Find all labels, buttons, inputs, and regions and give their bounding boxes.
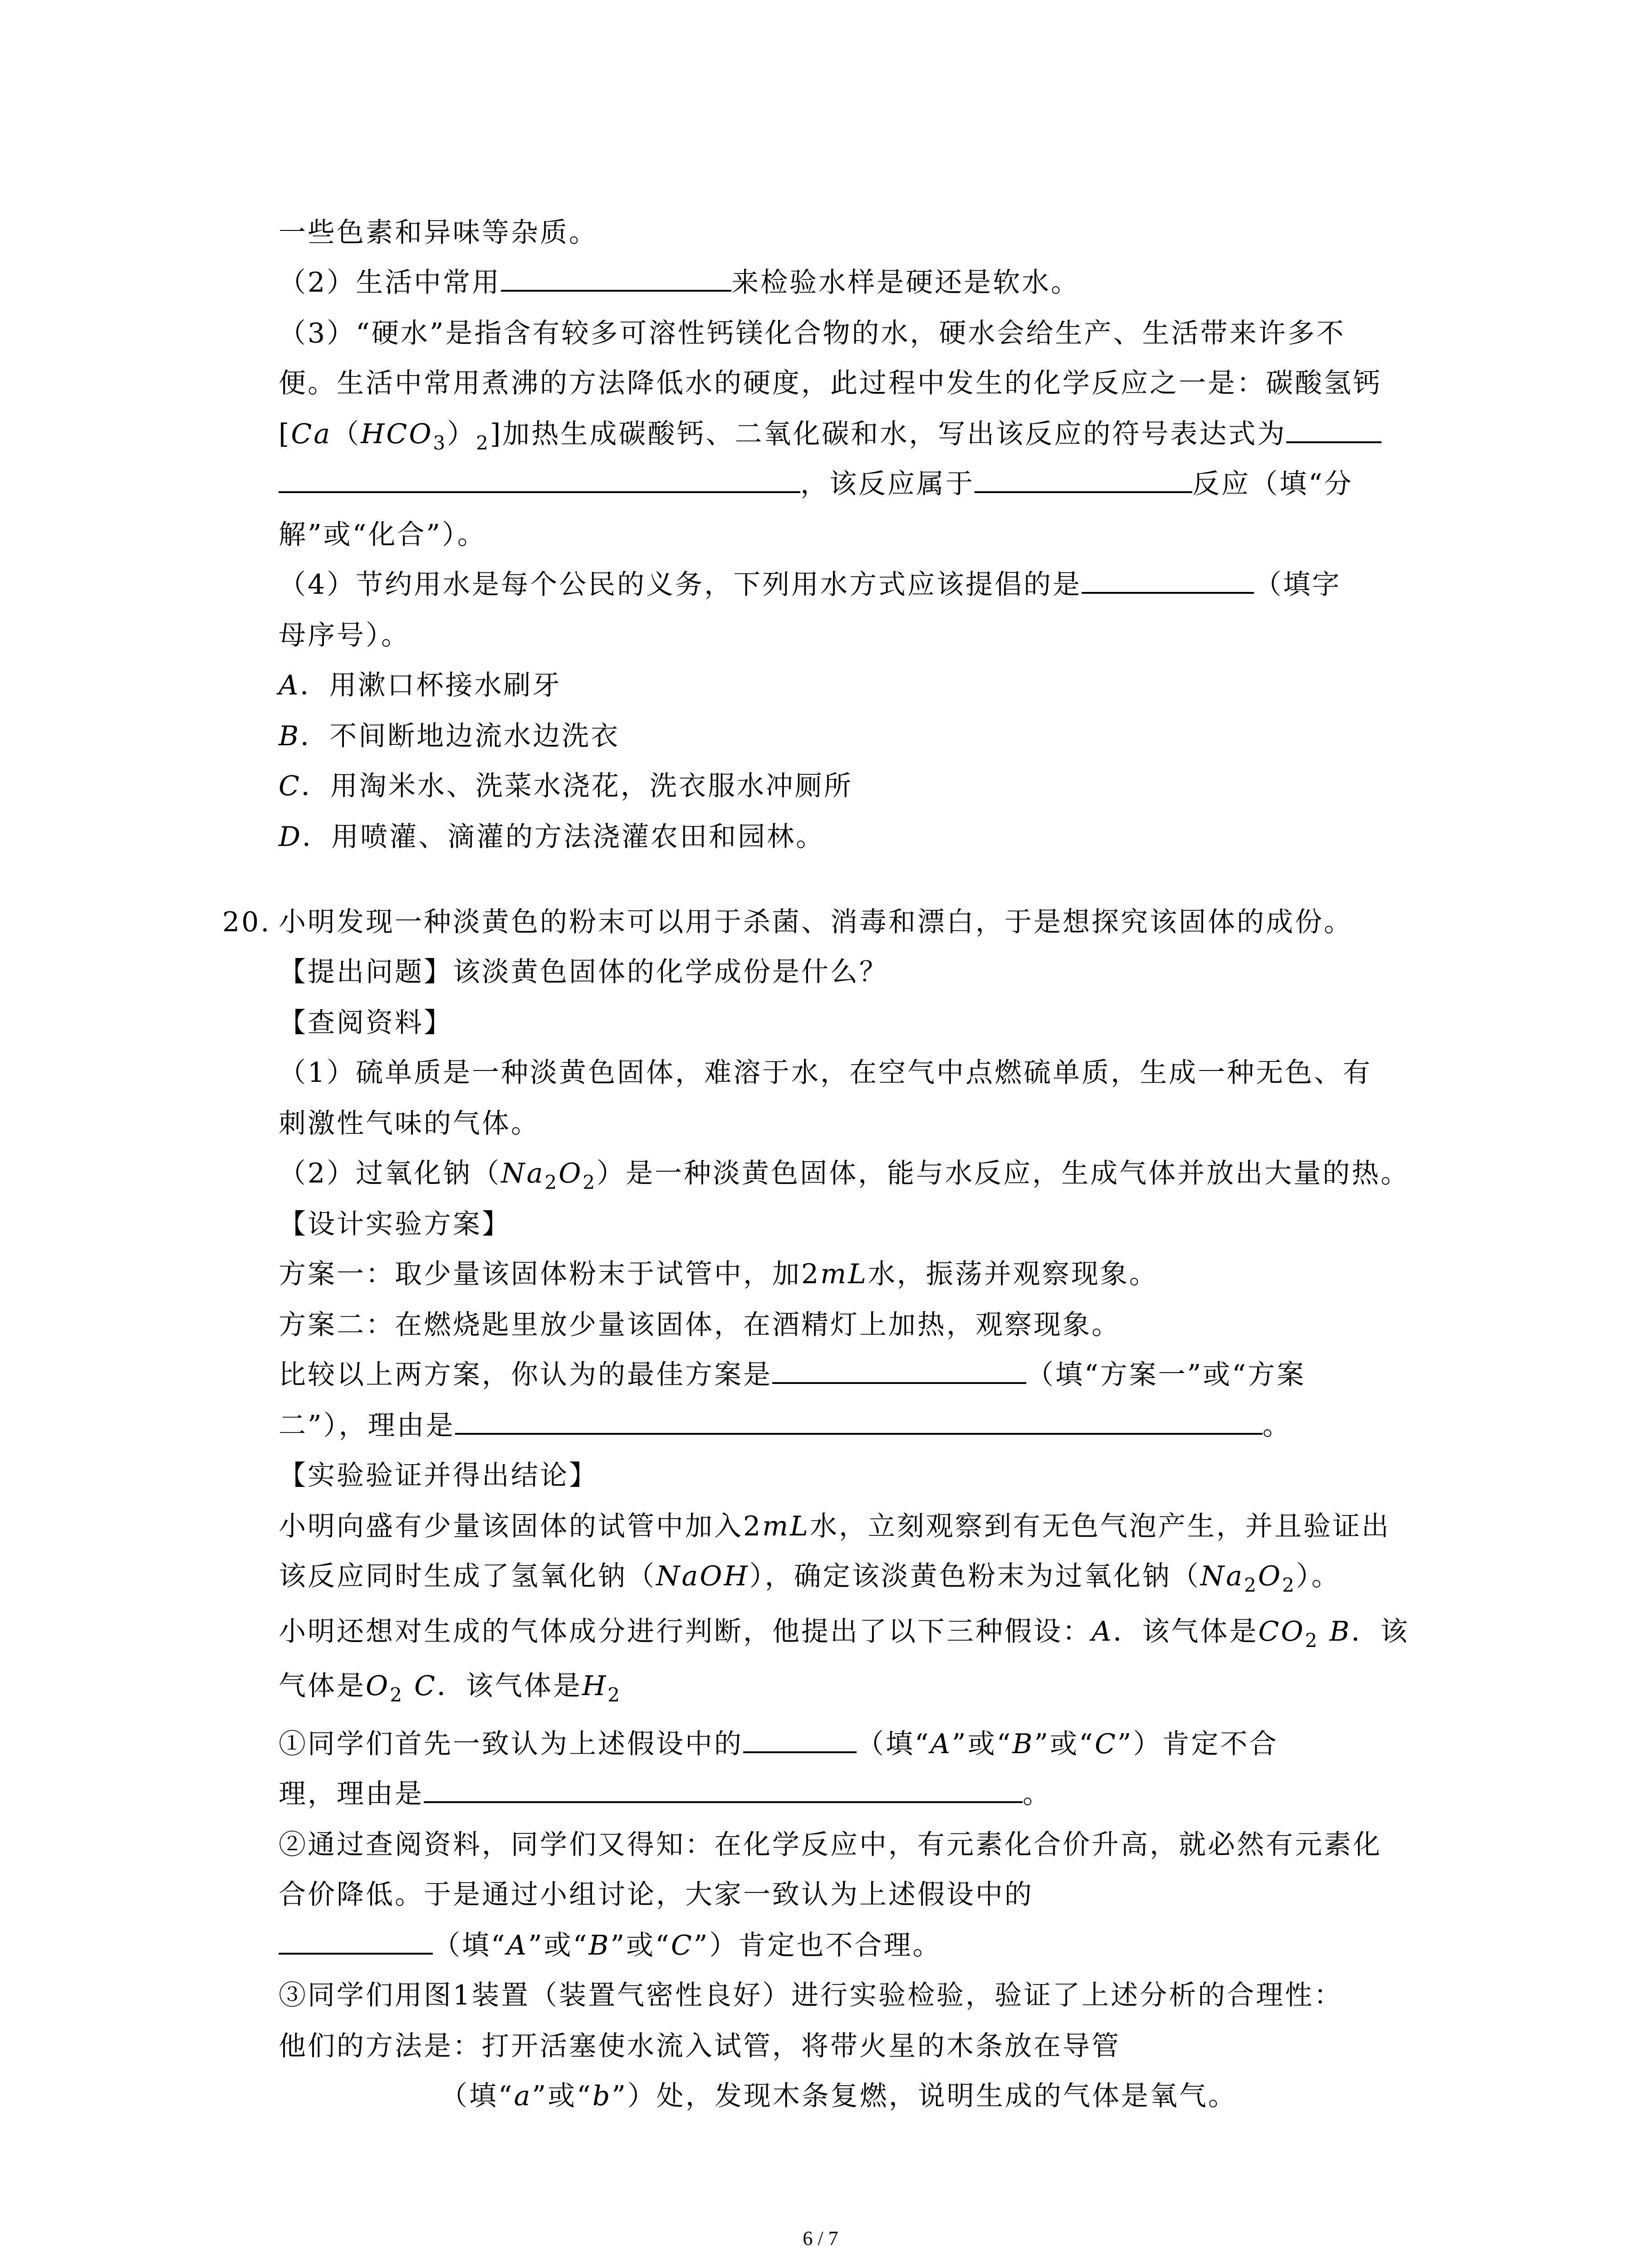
answer-blank-reaction-type[interactable] xyxy=(975,464,1192,493)
line-9: 母序号）。 xyxy=(279,620,410,651)
line-1: 一些色素和异味等杂质。 xyxy=(279,217,598,249)
line-19: （2）过氧化钠$(Na_2O_2)$是一种淡黄色固体，能与水反应，生成气体并放出大量的热。 xyxy=(279,1158,1410,1193)
line-14: 小明发现一种淡黄色的粉末可以用于杀菌、消毒和漂白，于是想探究该固体的成份。 xyxy=(279,906,1353,938)
option-c: C．用淘米水、洗菜水浇花，洗衣服水冲厕所 xyxy=(279,770,853,802)
line-23: 比较以上两方案，你认为的最佳方案是 （填“方案一”或“方案 xyxy=(279,1354,1306,1395)
answer-blank-reagent[interactable] xyxy=(501,263,731,292)
answer-blank-unreasonable-2[interactable] xyxy=(279,1926,433,1955)
line-30: ①同学们首先一致认为上述假设中的 （填“A”或“B”或“C”）肯定不合 xyxy=(279,1724,1278,1765)
line-34: （填“A”或“B”或“C”）肯定也不合理。 xyxy=(279,1925,941,1966)
line-3: （3）“硬水”是指含有较多可溶性钙镁化合物的水，硬水会给生产、生活带来许多不 xyxy=(279,318,1346,349)
answer-blank-equation-start[interactable] xyxy=(1286,414,1381,443)
line-35: ③同学们用图1装置（装置气密性良好）进行实验检验，验证了上述分析的合理性： xyxy=(279,1980,1343,2011)
line-2: （2）生活中常用 来检验水样是硬还是软水。 xyxy=(279,262,1080,303)
answer-blank-reason[interactable] xyxy=(455,1406,1263,1435)
line-20: 【设计实验方案】 xyxy=(279,1208,511,1240)
line-37: （填“a”或“b”）处，发现木条复燃，说明生成的气体是氧气。 xyxy=(440,2080,1237,2112)
line-6: ，该反应属于 反应（填“分 xyxy=(279,464,1353,504)
option-b: B．不间断地边流水边洗衣 xyxy=(279,720,620,752)
page-number: 6 / 7 xyxy=(803,2227,838,2249)
line-24: 二”），理由是 。 xyxy=(279,1405,1292,1446)
line-21: 方案一：取少量该固体粉末于试管中，加2mL水，振荡并观察现象。 xyxy=(279,1258,1158,1290)
line-4: 便。生活中常用煮沸的方法降低水的硬度，此过程中发生的化学反应之一是：碳酸氢钙 xyxy=(279,367,1382,399)
question-number-20: 20. xyxy=(222,906,271,938)
line-7: 解”或“化合”）。 xyxy=(279,519,487,551)
line-32: ②通过查阅资料，同学们又得知：在化学反应中，有元素化合价升高，就必然有元素化 xyxy=(279,1829,1382,1861)
option-d: D．用喷灌、滴灌的方法浇灌农田和园林。 xyxy=(279,821,825,853)
line-29: 气体是$O_2$ C．该气体是$H_2$ xyxy=(279,1670,622,1706)
answer-blank-reason-1[interactable] xyxy=(424,1774,1023,1803)
line-16: 【查阅资料】 xyxy=(279,1007,453,1039)
answer-blank-water-saving[interactable] xyxy=(1082,565,1254,594)
line-15: 【提出问题】该淡黄色固体的化学成份是什么？ xyxy=(279,956,888,988)
answer-blank-unreasonable-1[interactable] xyxy=(743,1724,857,1753)
line-22: 方案二：在燃烧匙里放少量该固体，在酒精灯上加热，观察现象。 xyxy=(279,1309,1121,1341)
line-36: 他们的方法是：打开活塞使水流入试管，将带火星的木条放在导管 xyxy=(279,2030,1121,2062)
line-28: 小明还想对生成的气体成分进行判断，他提出了以下三种假设：A．该气体是$CO_2$ B．该 xyxy=(279,1616,1410,1652)
line-26: 小明向盛有少量该固体的试管中加入2mL水，立刻观察到有无色气泡产生，并且验证出 xyxy=(279,1510,1391,1542)
option-a: A．用漱口杯接水刷牙 xyxy=(279,670,562,701)
line-17: （1）硫单质是一种淡黄色固体，难溶于水，在空气中点燃硫单质，生成一种无色、有 xyxy=(279,1057,1372,1089)
line-18: 刺激性气味的气体。 xyxy=(279,1108,540,1139)
answer-blank-equation[interactable] xyxy=(279,464,800,493)
line-27: 该反应同时生成了氢氧化钠（NaOH），确定该淡黄色粉末为过氧化钠$(Na_2O_2)$。 xyxy=(279,1560,1341,1596)
line-8: （4）节约用水是每个公民的义务，下列用水方式应该提倡的是 （填字 xyxy=(279,564,1341,605)
line-5: $[Ca(HCO_3)_2]$加热生成碳酸钙、二氧化碳和水，写出该反应的符号表达式为 xyxy=(279,414,1381,455)
answer-blank-best-plan[interactable] xyxy=(772,1355,1026,1384)
line-25: 【实验验证并得出结论】 xyxy=(279,1460,598,1491)
line-33: 合价降低。于是通过小组讨论，大家一致认为上述假设中的 xyxy=(279,1879,1034,1911)
line-31: 理，理由是 。 xyxy=(279,1774,1052,1814)
